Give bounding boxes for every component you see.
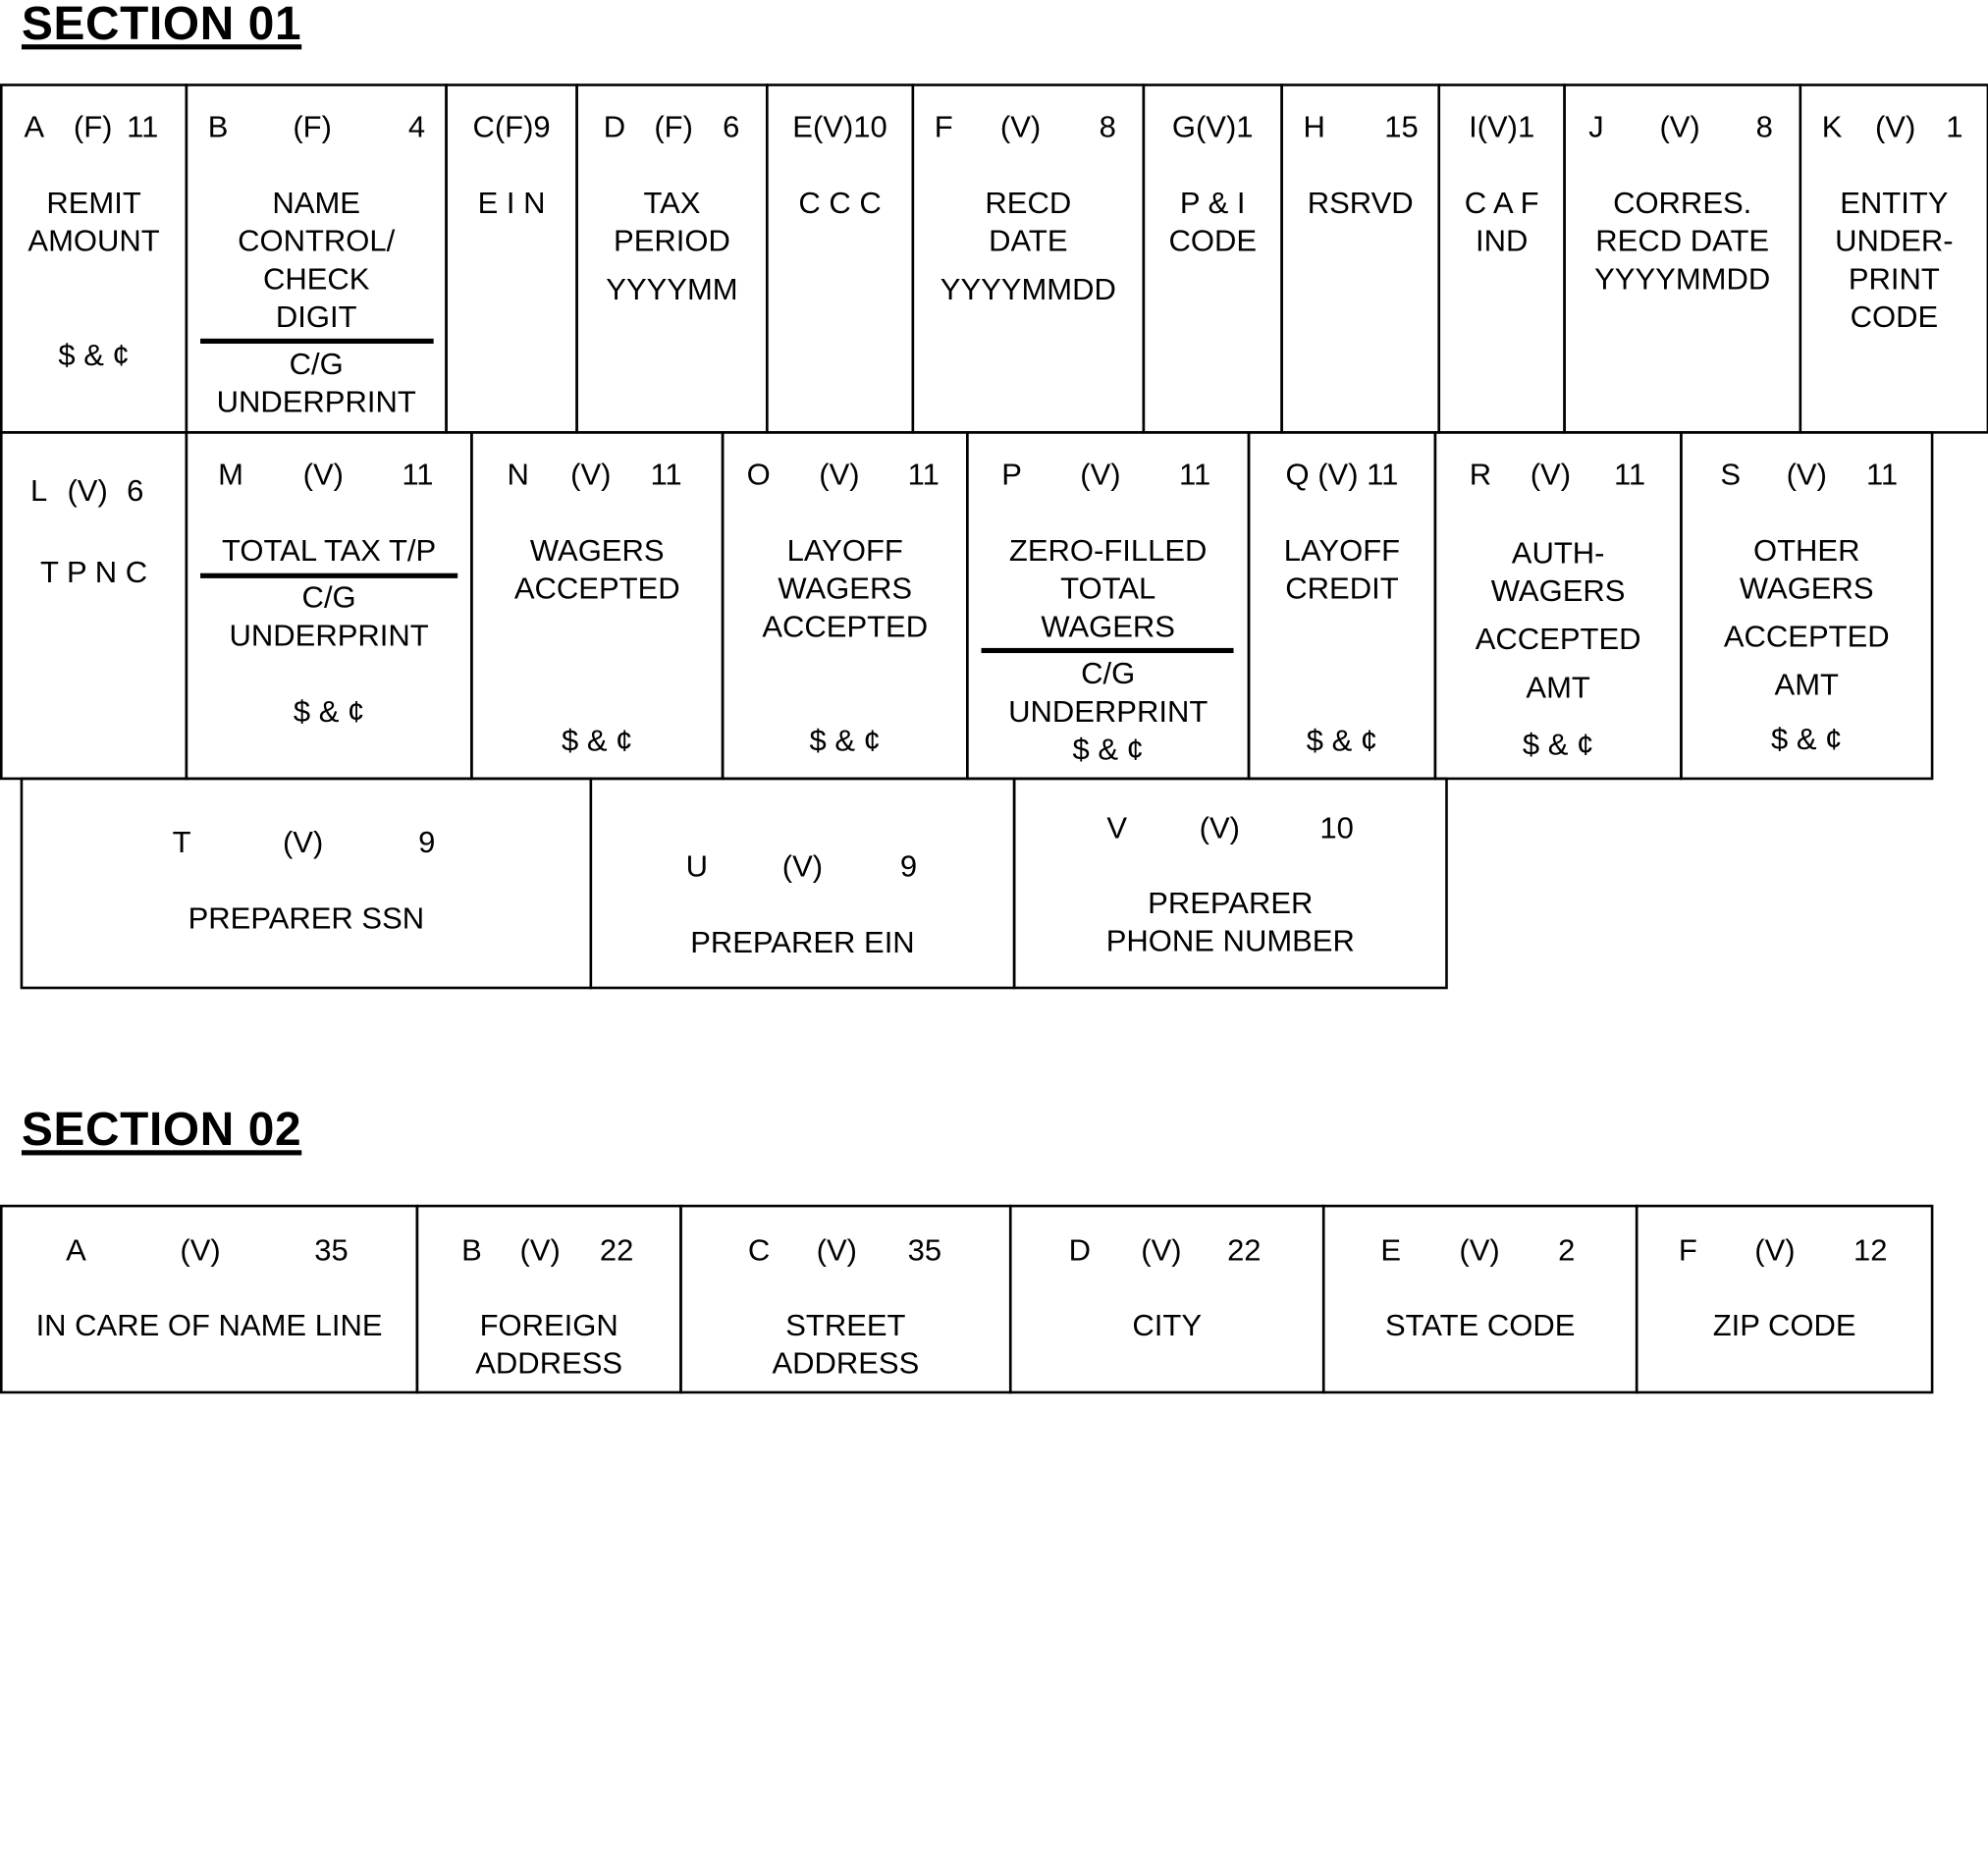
field-letter: P bbox=[1001, 458, 1022, 493]
field-type: (V) bbox=[302, 458, 344, 493]
money-format: $ & ¢ bbox=[1522, 728, 1594, 763]
field-header: C(F)9 bbox=[472, 110, 551, 145]
field-02-a-in-care-of bbox=[0, 1205, 418, 1393]
field-label-line: WAGERS bbox=[529, 533, 665, 569]
field-length: 11 bbox=[1179, 458, 1211, 493]
money-format: $ & ¢ bbox=[809, 724, 881, 759]
field-c-ein bbox=[445, 83, 578, 433]
field-label-line: LAYOFF bbox=[786, 533, 903, 569]
field-label-line: NAME bbox=[272, 186, 360, 221]
field-length: 6 bbox=[127, 473, 144, 509]
field-f-recd-date bbox=[912, 83, 1146, 433]
field-length: 22 bbox=[1227, 1233, 1262, 1269]
field-label-line: CODE bbox=[1850, 300, 1939, 335]
field-type: (V) bbox=[781, 849, 824, 885]
field-label-line: IN CARE OF NAME LINE bbox=[35, 1308, 383, 1343]
field-length: 11 bbox=[127, 110, 159, 145]
field-length: 11 bbox=[402, 458, 434, 493]
field-length: 35 bbox=[907, 1233, 942, 1269]
field-length: 11 bbox=[1613, 458, 1646, 493]
field-02-f-zip-code bbox=[1636, 1205, 1933, 1393]
field-label-line: PHONE NUMBER bbox=[1105, 924, 1355, 959]
field-label-line: UNDER- bbox=[1835, 224, 1954, 259]
field-label-line: TAX bbox=[643, 186, 701, 221]
field-length: 8 bbox=[1755, 110, 1773, 145]
field-length: 11 bbox=[650, 458, 682, 493]
money-format: $ & ¢ bbox=[1771, 723, 1843, 757]
field-v-preparer-phone bbox=[1013, 778, 1448, 990]
field-length: 15 bbox=[1384, 110, 1419, 145]
field-sub-line: C/G bbox=[289, 347, 344, 382]
field-sub-line: UNDERPRINT bbox=[229, 619, 429, 654]
field-label-line: OTHER bbox=[1753, 533, 1860, 569]
field-label-line: RECD DATE bbox=[1595, 224, 1770, 259]
field-length: 35 bbox=[314, 1233, 349, 1269]
field-label-line: ENTITY bbox=[1840, 186, 1949, 221]
field-type: (V) bbox=[1874, 110, 1916, 145]
field-letter: S bbox=[1720, 458, 1742, 493]
field-length: 10 bbox=[1319, 811, 1354, 846]
field-length: 22 bbox=[599, 1233, 634, 1269]
field-label-line: YYYYMMDD bbox=[1594, 262, 1771, 298]
field-type: (V) bbox=[816, 1233, 857, 1269]
field-label-line: E I N bbox=[477, 186, 546, 221]
field-s-other-wagers-accepted bbox=[1680, 431, 1933, 780]
field-length: 11 bbox=[907, 458, 940, 493]
field-length: 9 bbox=[899, 849, 918, 885]
field-label-line: IND bbox=[1475, 224, 1529, 259]
field-letter: D bbox=[1068, 1233, 1092, 1269]
field-letter: B bbox=[461, 1233, 482, 1269]
field-m-total-tax bbox=[186, 431, 473, 780]
field-type: (F) bbox=[654, 110, 693, 145]
field-label-line: CHECK bbox=[262, 262, 370, 298]
field-label-line: CODE bbox=[1168, 224, 1257, 259]
field-sub-line: C/G bbox=[301, 580, 356, 616]
field-e-ccc bbox=[766, 83, 914, 433]
field-letter: D bbox=[603, 110, 626, 145]
date-format: YYYYMMDD bbox=[940, 272, 1116, 307]
field-p-zero-filled-total-wagers bbox=[966, 431, 1250, 780]
field-label-line: PREPARER SSN bbox=[188, 901, 425, 937]
field-label-line: ADDRESS bbox=[772, 1346, 920, 1382]
underprint-divider bbox=[200, 573, 457, 578]
field-label-line: ZIP CODE bbox=[1712, 1308, 1856, 1343]
field-j-corres-recd-date bbox=[1563, 83, 1801, 433]
field-i-caf-ind bbox=[1437, 83, 1565, 433]
field-o-layoff-wagers-accepted bbox=[722, 431, 969, 780]
field-label-line: PRINT bbox=[1848, 262, 1940, 298]
field-02-b-foreign-address bbox=[416, 1205, 682, 1393]
field-g-p-and-i-code bbox=[1143, 83, 1283, 433]
field-label-line: WAGERS bbox=[1041, 610, 1175, 645]
field-label-line: RECD bbox=[985, 186, 1072, 221]
field-length: 9 bbox=[418, 825, 436, 860]
field-type: (F) bbox=[293, 110, 332, 145]
field-type: (V) bbox=[1141, 1233, 1182, 1269]
field-n-wagers-accepted bbox=[470, 431, 724, 780]
field-label-line: ACCEPTED bbox=[1723, 620, 1890, 655]
field-label-line: ZERO-FILLED bbox=[1008, 533, 1208, 569]
field-letter: O bbox=[746, 458, 771, 493]
field-label-line: WAGERS bbox=[778, 572, 913, 607]
field-label-line: ACCEPTED bbox=[762, 610, 929, 645]
field-label-line: TOTAL TAX T/P bbox=[222, 533, 437, 569]
field-h-reserved bbox=[1280, 83, 1440, 433]
field-type: (V) bbox=[999, 110, 1042, 145]
field-letter: H bbox=[1303, 110, 1325, 145]
field-type: (V) bbox=[1786, 458, 1827, 493]
field-letter: B bbox=[207, 110, 229, 145]
field-length: 11 bbox=[1865, 458, 1899, 493]
field-header: I(V)1 bbox=[1469, 110, 1535, 145]
field-type: (V) bbox=[180, 1233, 221, 1269]
field-letter: E bbox=[1380, 1233, 1402, 1269]
field-type: (V) bbox=[1080, 458, 1121, 493]
field-b-name-control bbox=[186, 83, 448, 433]
underprint-divider bbox=[200, 339, 434, 344]
field-label-line: FOREIGN bbox=[479, 1308, 618, 1343]
field-type: (V) bbox=[1199, 811, 1240, 846]
money-format: $ & ¢ bbox=[58, 338, 130, 373]
field-letter: U bbox=[685, 849, 709, 885]
field-type: (V) bbox=[1754, 1233, 1796, 1269]
field-letter: F bbox=[1678, 1233, 1697, 1269]
field-type: (V) bbox=[519, 1233, 561, 1269]
field-length: 12 bbox=[1854, 1233, 1888, 1269]
field-label-line: CORRES. bbox=[1613, 186, 1752, 221]
field-label-line: CREDIT bbox=[1285, 572, 1399, 607]
field-label-line: AUTH- bbox=[1511, 536, 1605, 572]
field-label-line: CITY bbox=[1132, 1308, 1203, 1343]
field-header: G(V)1 bbox=[1171, 110, 1254, 145]
field-letter: T bbox=[172, 825, 191, 860]
field-a-remit-amount bbox=[0, 83, 188, 433]
field-letter: F bbox=[934, 110, 953, 145]
field-t-preparer-ssn bbox=[21, 778, 592, 990]
field-label-line: STATE CODE bbox=[1384, 1308, 1576, 1343]
field-label-line: PREPARER EIN bbox=[690, 925, 915, 960]
field-letter: A bbox=[66, 1233, 86, 1269]
field-label-line: STREET bbox=[785, 1308, 906, 1343]
field-label-line: ACCEPTED bbox=[513, 572, 680, 607]
section-02-title: SECTION 02 bbox=[21, 1103, 302, 1156]
field-label-line: PERIOD bbox=[614, 224, 730, 259]
field-d-tax-period bbox=[575, 83, 768, 433]
money-format: $ & ¢ bbox=[1072, 733, 1144, 768]
field-type: (V) bbox=[570, 458, 612, 493]
field-length: 4 bbox=[407, 110, 426, 145]
field-length: 8 bbox=[1099, 110, 1116, 145]
field-u-preparer-ein bbox=[590, 778, 1016, 990]
field-letter: V bbox=[1106, 811, 1128, 846]
field-label-line: RSRVD bbox=[1307, 186, 1414, 221]
field-type: (V) bbox=[1659, 110, 1700, 145]
field-label-line: CONTROL/ bbox=[238, 224, 396, 259]
underprint-divider bbox=[982, 648, 1234, 653]
field-header: E(V)10 bbox=[792, 110, 887, 145]
field-type: (V) bbox=[67, 473, 108, 509]
field-r-auth-wagers-accepted bbox=[1434, 431, 1683, 780]
field-q-layoff-credit bbox=[1248, 431, 1436, 780]
field-length: 6 bbox=[723, 110, 740, 145]
field-label-line: ADDRESS bbox=[475, 1346, 623, 1382]
field-letter: M bbox=[218, 458, 243, 493]
field-type: (V) bbox=[819, 458, 860, 493]
field-type: (F) bbox=[73, 110, 113, 145]
field-label-line: REMIT bbox=[46, 186, 141, 221]
field-label-line: AMT bbox=[1526, 671, 1590, 706]
field-header: Q (V) 11 bbox=[1285, 458, 1399, 493]
field-letter: N bbox=[507, 458, 529, 493]
field-label-line: PREPARER bbox=[1148, 886, 1314, 921]
field-label-line: WAGERS bbox=[1739, 572, 1874, 607]
field-label-line: WAGERS bbox=[1490, 574, 1626, 609]
field-label-line: T P N C bbox=[40, 555, 148, 590]
field-type: (V) bbox=[1530, 458, 1572, 493]
field-l-tpnc bbox=[0, 431, 188, 780]
field-letter: J bbox=[1588, 110, 1604, 145]
field-letter: L bbox=[29, 473, 48, 509]
field-sub-line: UNDERPRINT bbox=[1008, 694, 1209, 730]
money-format: $ & ¢ bbox=[1306, 724, 1378, 759]
field-k-entity-underprint bbox=[1799, 83, 1988, 433]
field-type: (V) bbox=[282, 825, 324, 860]
field-02-c-street-address bbox=[679, 1205, 1011, 1393]
field-label-line: P & I bbox=[1179, 186, 1246, 221]
field-02-e-state-code bbox=[1322, 1205, 1639, 1393]
field-letter: K bbox=[1821, 110, 1843, 145]
field-label-line: C A F bbox=[1464, 186, 1539, 221]
field-label-line: LAYOFF bbox=[1283, 533, 1401, 569]
field-label-line: ACCEPTED bbox=[1475, 623, 1641, 657]
field-label-line: DIGIT bbox=[275, 300, 357, 335]
field-label-line: AMT bbox=[1774, 668, 1839, 703]
field-label-line: DATE bbox=[989, 224, 1068, 259]
money-format: $ & ¢ bbox=[293, 694, 365, 730]
field-sub-line: C/G bbox=[1081, 656, 1136, 691]
field-02-d-city bbox=[1009, 1205, 1325, 1393]
field-type: (V) bbox=[1459, 1233, 1500, 1269]
field-label-line: C C C bbox=[798, 186, 882, 221]
field-length: 1 bbox=[1946, 110, 1963, 145]
field-letter: A bbox=[24, 110, 45, 145]
field-letter: C bbox=[747, 1233, 771, 1269]
field-sub-line: UNDERPRINT bbox=[216, 385, 416, 420]
field-length: 2 bbox=[1558, 1233, 1576, 1269]
money-format: $ & ¢ bbox=[562, 724, 633, 759]
field-label-line: AMOUNT bbox=[27, 224, 160, 259]
section-01-title: SECTION 01 bbox=[21, 0, 302, 50]
date-format: YYYYMM bbox=[606, 272, 738, 307]
field-letter: R bbox=[1469, 458, 1492, 493]
field-label-line: TOTAL bbox=[1060, 572, 1156, 607]
